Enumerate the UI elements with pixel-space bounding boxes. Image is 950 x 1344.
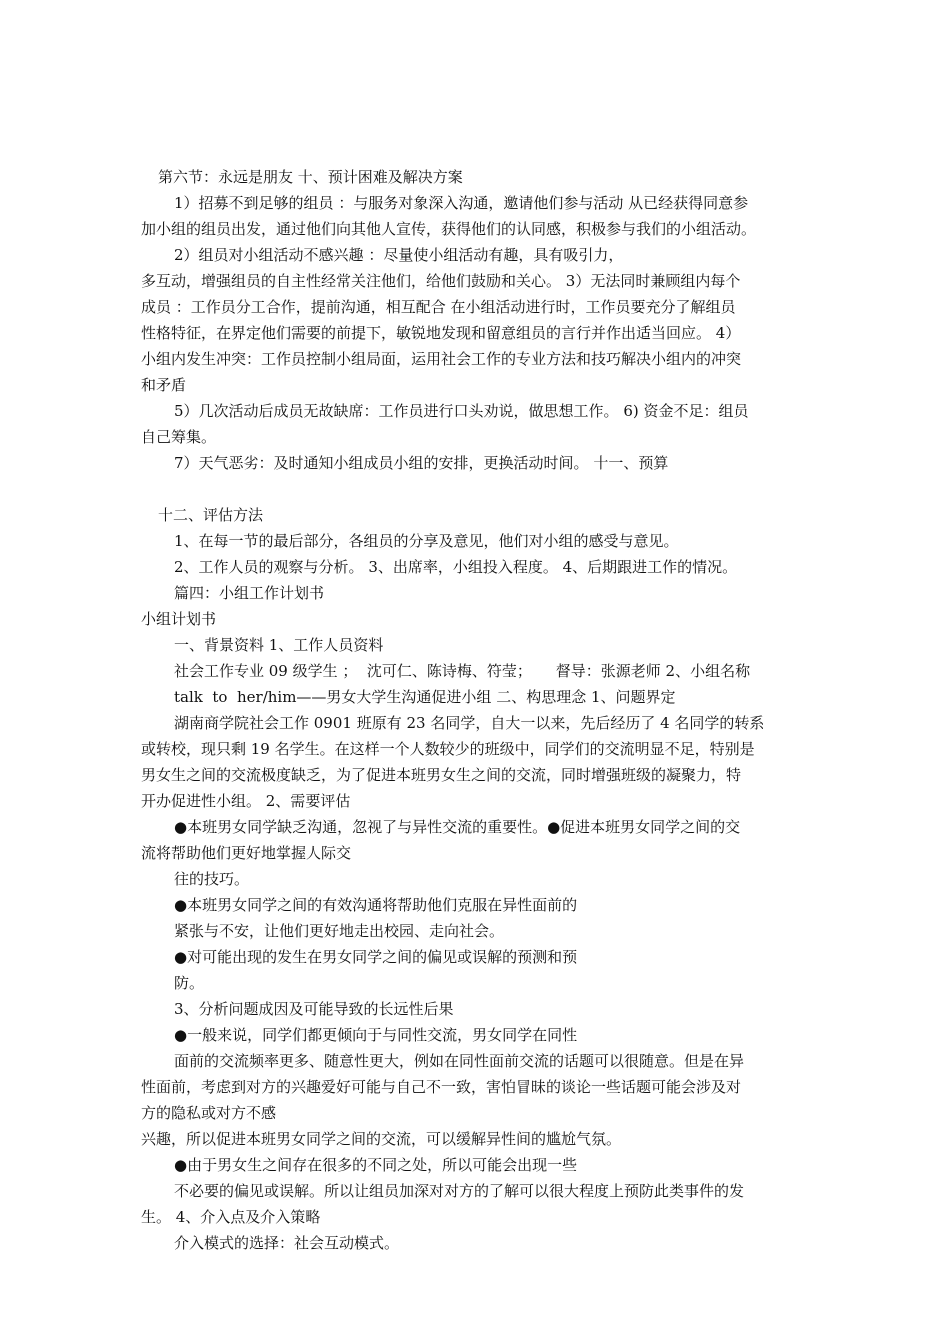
paragraph-line: 男女生之间的交流极度缺乏，为了促进本班男女生之间的交流，同时增强班级的凝聚力，特 xyxy=(141,766,742,784)
paragraph-line: 湖南商学院社会工作 0901 班原有 23 名同学，自大一以来，先后经历了 4 名同学的转系 xyxy=(174,714,765,732)
section-heading: 3、分析问题成因及可能导致的长远性后果 xyxy=(174,1000,454,1018)
section-heading: 十二、评估方法 xyxy=(158,506,264,524)
paragraph-line: 自己筹集。 xyxy=(141,428,217,446)
section-heading: 第六节：永远是朋友 十、预计困难及解决方案 xyxy=(158,168,463,186)
paragraph-line: 多互动，增强组员的自主性经常关注他们，给他们鼓励和关心。 3）无法同时兼顾组内每个 xyxy=(141,272,741,290)
bullet-line: ●一般来说，同学们都更倾向于与同性交流，男女同学在同性 xyxy=(174,1026,578,1044)
paragraph-line: 性格特征，在界定他们需要的前提下，敏锐地发现和留意组员的言行并作出适当回应。 4） xyxy=(141,324,741,342)
paragraph-line: 和矛盾 xyxy=(141,376,187,394)
paragraph-line: 加小组的组员出发，通过他们向其他人宣传，获得他们的认同感，积极参与我们的小组活动。 xyxy=(141,220,757,238)
paragraph-line: 小组内发生冲突：工作员控制小组局面，运用社会工作的专业方法和技巧解决小组内的冲突 xyxy=(141,350,742,368)
bullet-line: ●本班男女同学缺乏沟通，忽视了与异性交流的重要性。●促进本班男女同学之间的交 xyxy=(174,818,741,836)
paragraph-line: 方的隐私或对方不感 xyxy=(141,1104,277,1122)
paragraph-line: talk to her/him——男女大学生沟通促进小组 二、构思理念 1、问题界定 xyxy=(174,688,676,706)
paragraph-line: 不必要的偏见或误解。所以让组员加深对对方的了解可以很大程度上预防此类事件的发 xyxy=(174,1182,745,1200)
paragraph-line: 介入模式的选择：社会互动模式。 xyxy=(174,1234,400,1252)
section-heading: 篇四：小组工作计划书 xyxy=(174,584,325,602)
paragraph-line: 防。 xyxy=(174,974,205,992)
paragraph-line: 性面前，考虑到对方的兴趣爱好可能与自己不一致，害怕冒昧的谈论一些话题可能会涉及对 xyxy=(141,1078,742,1096)
paragraph-line: 或转校，现只剩 19 名学生。在这样一个人数较少的班级中，同学们的交流明显不足，特别是 xyxy=(141,740,755,758)
paragraph-line: 2）组员对小组活动不感兴趣 ：尽量使小组活动有趣，具有吸引力， xyxy=(174,246,624,264)
paragraph-line: 7）天气恶劣：及时通知小组成员小组的安排，更换活动时间。 十一、预算 xyxy=(174,454,669,472)
bullet-line: ●本班男女同学之间的有效沟通将帮助他们克服在异性面前的 xyxy=(174,896,578,914)
paragraph-line: 1）招募不到足够的组员 ：与服务对象深入沟通，邀请他们参与活动 从已经获得同意参 xyxy=(174,194,749,212)
bullet-line: ●由于男女生之间存在很多的不同之处，所以可能会出现一些 xyxy=(174,1156,578,1174)
bullet-line: ●对可能出现的发生在男女同学之间的偏见或误解的预测和预 xyxy=(174,948,578,966)
paragraph-line: 2、工作人员的观察与分析。 3、出席率，小组投入程度。 4、后期跟进工作的情况。 xyxy=(174,558,738,576)
paragraph-line: 1、在每一节的最后部分，各组员的分享及意见，他们对小组的感受与意见。 xyxy=(174,532,679,550)
paragraph-line: 开办促进性小组。 2、需要评估 xyxy=(141,792,351,810)
paragraph-line: 5）几次活动后成员无故缺席：工作员进行口头劝说，做思想工作。 6) 资金不足：组员 xyxy=(174,402,749,420)
paragraph-line: 流将帮助他们更好地掌握人际交 xyxy=(141,844,352,862)
paragraph-line: 成员 ：工作员分工合作，提前沟通，相互配合 在小组活动进行时，工作员要充分了解组员 xyxy=(141,298,736,316)
paragraph-line: 面前的交流频率更多、随意性更大，例如在同性面前交流的话题可以很随意。但是在异 xyxy=(174,1052,745,1070)
paragraph-line: 兴趣，所以促进本班男女同学之间的交流，可以缓解异性间的尴尬气氛。 xyxy=(141,1130,622,1148)
section-heading: 一、背景资料 1、工作人员资料 xyxy=(174,636,384,654)
paragraph-line: 紧张与不安，让他们更好地走出校园、走向社会。 xyxy=(174,922,505,940)
paragraph-line: 社会工作专业 09 级学生 ； 沈可仁、陈诗梅、符莹； 督导：张源老师 2、小组名称 xyxy=(174,662,751,680)
paragraph-line: 生。 4、介入点及介入策略 xyxy=(141,1208,321,1226)
paragraph-line: 往的技巧。 xyxy=(174,870,250,888)
document-title: 小组计划书 xyxy=(141,610,217,628)
